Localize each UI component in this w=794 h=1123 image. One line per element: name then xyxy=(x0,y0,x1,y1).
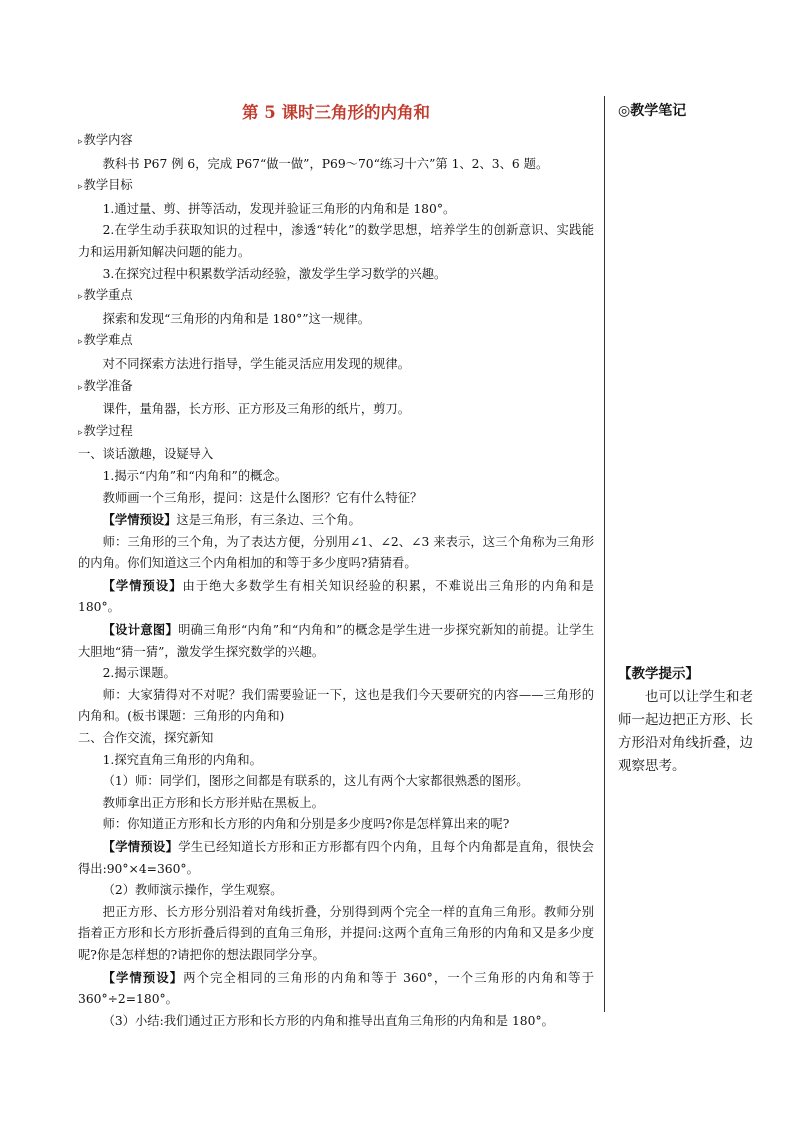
goal-3: 3.在探究过程中积累数学活动经验，激发学生学习数学的兴趣。 xyxy=(102,266,447,281)
triangle-marker-icon: ▹ xyxy=(78,382,83,393)
process-paragraph: 【学情预设】两个完全相同的三角形的内角和等于 360°，一个三角形的内角和等于 360°÷2=180°。 xyxy=(78,969,594,1007)
design-intent-tag: 【设计意图】 xyxy=(102,622,179,638)
part-2-heading: 二、合作交流，探究新知 xyxy=(78,731,214,746)
key-text: 探索和发现“三角形的内角和是 180°”这一规律。 xyxy=(102,311,371,326)
teaching-notes-label: ◎教学笔记 xyxy=(618,103,687,119)
student-preset-tag: 【学情预设】 xyxy=(102,512,177,528)
process-paragraph: 师：你知道正方形和长方形的内角和分别是多少度吗?你是怎样算出来的呢? xyxy=(102,817,510,832)
process-paragraph: 师：大家猜得对不对呢？我们需要验证一下，这也是我们今天要研究的内容——三角形的内角和。(板书课题：三角形的内角和) xyxy=(78,687,594,724)
section-heading-key: ▹教学重点 xyxy=(78,288,133,303)
section-heading-goals: ▹教学目标 xyxy=(78,178,133,193)
student-preset-tag: 【学情预设】 xyxy=(102,577,183,593)
triangle-marker-icon: ▹ xyxy=(78,137,83,147)
process-paragraph: 2.揭示课题。 xyxy=(102,666,176,681)
triangle-marker-icon: ▹ xyxy=(78,427,83,438)
process-paragraph: 把正方形、长方形分别沿着对角线折叠，分别得到两个完全一样的直角三角形。教师分别指着正方形和长方形折叠后得到的直角三角形，并提问:这两个直角三角形的内角和又是多少度呢?你是怎样想的?请把你的想法跟同学分享。 xyxy=(78,904,594,962)
process-paragraph: 1.揭示“内角”和“内角和”的概念。 xyxy=(102,468,288,483)
column-divider xyxy=(604,96,605,1012)
teaching-tip-text: 也可以让学生和老师一起边把正方形、长方形沿对角线折叠，边观察思考。 xyxy=(618,689,753,774)
goal-2: 2.在学生动手获取知识的过程中，渗透“转化”的数学思想，培养学生的创新意识、实践能力和运用新知解决问题的能力。 xyxy=(78,223,594,259)
process-paragraph: 【设计意图】明确三角形“内角”和“内角和”的概念是学生进一步探究新知的前提。让学生大胆地“猜一猜”，激发学生探究数学的兴趣。 xyxy=(78,622,594,659)
process-paragraph: 【学情预设】这是三角形，有三条边、三个角。 xyxy=(102,512,361,528)
triangle-marker-icon: ▹ xyxy=(78,292,83,303)
side-notes-column xyxy=(618,100,758,778)
process-paragraph: （3）小结:我们通过正方形和长方形的内角和推导出直角三角形的内角和是 180°。 xyxy=(102,1013,554,1028)
difficulty-text: 对不同探索方法进行指导，学生能灵活应用发现的规律。 xyxy=(102,356,411,371)
process-paragraph: 【学情预设】由于绝大多数学生有相关知识经验的积累，不难说出三角形的内角和是 180°。 xyxy=(78,577,594,615)
process-paragraph: 师：三角形的三个角，为了表达方便，分别用∠1、∠2、∠3 来表示，这三个角称为三角形的内角。你们知道这三个内角相加的和等于多少度吗?猜猜看。 xyxy=(78,534,594,571)
process-paragraph: 教师画一个三角形，提问：这是什么图形？它有什么特征？ xyxy=(102,490,423,505)
process-paragraph: 【学情预设】学生已经知道长方形和正方形都有四个内角，且每个内角都是直角，很快会得出:90°×4=360°。 xyxy=(78,839,594,876)
section-heading-preparation: ▹教学准备 xyxy=(78,378,133,393)
section-heading-process: ▹教学过程 xyxy=(78,423,133,438)
process-paragraph: （2）教师演示操作，学生观察。 xyxy=(102,883,283,898)
content-text: 教科书 P67 例 6，完成 P67“做一做”，P69～70“练习十六”第 1、2、3、6 题。 xyxy=(102,156,549,171)
student-preset-tag: 【学情预设】 xyxy=(102,969,184,985)
process-paragraph: 教师拿出正方形和长方形并贴在黑板上。 xyxy=(102,795,324,810)
section-heading-content: ▹教学内容 xyxy=(78,133,133,147)
student-preset-tag: 【学情预设】 xyxy=(102,839,179,854)
triangle-marker-icon: ▹ xyxy=(78,182,83,193)
triangle-marker-icon: ▹ xyxy=(78,337,83,348)
part-1-heading: 一、谈话激趣，设疑导入 xyxy=(78,447,214,462)
goal-1: 1.通过量、剪、拼等活动，发现并验证三角形的内角和是 180°。 xyxy=(102,201,456,216)
page-title: 第 5 课时三角形的内角和 xyxy=(242,103,430,122)
section-heading-difficulty: ▹教学难点 xyxy=(78,333,133,348)
process-paragraph: （1）师：同学们，图形之间都是有联系的，这儿有两个大家都很熟悉的图形。 xyxy=(102,774,529,789)
teaching-tip-label: 【教学提示】 xyxy=(618,666,699,682)
preparation-text: 课件，量角器，长方形、正方形及三角形的纸片，剪刀。 xyxy=(102,402,411,417)
process-paragraph: 1.探究直角三角形的内角和。 xyxy=(102,752,262,767)
main-content xyxy=(78,98,594,1032)
